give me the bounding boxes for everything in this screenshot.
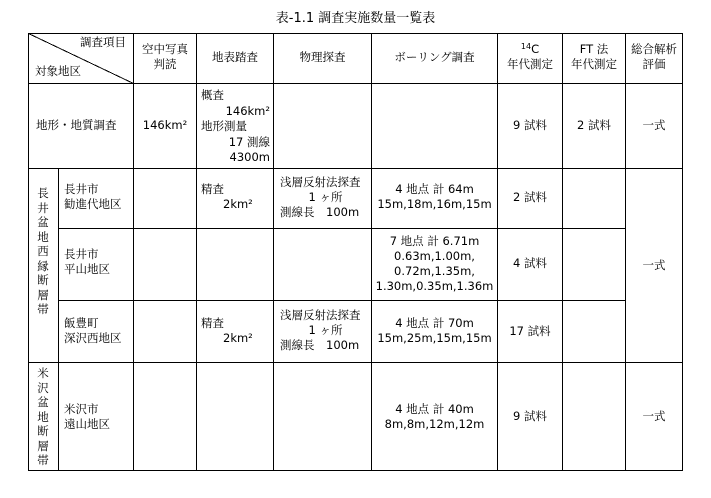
row1-surface: 概査 146km² 地形測量 17 測線 4300m xyxy=(201,88,270,164)
row2-c14: 2 試料 xyxy=(513,190,547,204)
row2-area: 長井市 勧進代地区 xyxy=(64,182,122,211)
row4-surface: 精査 2km² xyxy=(201,316,253,345)
header-ft-dating: FT 法 年代測定 xyxy=(571,42,617,71)
row1-area: 地形・地質調査 xyxy=(36,118,117,132)
row3-boring: 7 地点 計 6.71m 0.63m,1.00m, 0.72m,1.35m, 1.30m,0.35m,1.36m xyxy=(375,234,494,293)
row5-c14: 9 試料 xyxy=(513,409,547,423)
row1-ft: 2 試料 xyxy=(577,118,611,132)
row5-analysis: 一式 xyxy=(642,409,666,423)
row1-c14: 9 試料 xyxy=(513,118,547,132)
group-nagai-basin: 長井盆地西縁断層帯 xyxy=(37,186,49,316)
header-c14-dating: $^{14}$C 年代測定 xyxy=(507,42,553,71)
row5-boring: 4 地点 計 40m 8m,8m,12m,12m xyxy=(384,402,485,431)
row4-boring: 4 地点 計 70m 15m,25m,15m,15m xyxy=(377,316,492,345)
row3-area: 長井市 平山地区 xyxy=(64,247,110,276)
header-physical-survey: 物理探査 xyxy=(299,50,346,64)
header-boring-survey: ボーリング調査 xyxy=(394,50,475,64)
row3-c14: 4 試料 xyxy=(513,256,547,270)
row1-analysis: 一式 xyxy=(642,118,666,132)
row2-boring: 4 地点 計 64m 15m,18m,16m,15m xyxy=(377,182,492,211)
row5-area: 米沢市 遠山地区 xyxy=(64,402,110,431)
header-aerial-photo: 空中写真 判読 xyxy=(142,42,188,71)
row4-physical: 浅層反射法探査 1 ヶ所 測線長 100m xyxy=(280,308,361,352)
nagai-analysis: 一式 xyxy=(642,258,666,272)
row1-aerial: 146km² xyxy=(142,118,188,132)
row2-surface: 精査 2km² xyxy=(201,182,253,211)
table-title: 表-1.1 調査実施数量一覧表 xyxy=(275,11,436,26)
header-survey-items: 調査項目 xyxy=(80,35,126,49)
header-analysis: 総合解析 評価 xyxy=(631,42,677,71)
row2-physical: 浅層反射法探査 1 ヶ所 測線長 100m xyxy=(280,175,361,219)
row4-c14: 17 試料 xyxy=(509,324,551,338)
group-yonezawa-basin: 米沢盆地断層帯 xyxy=(37,366,49,467)
row4-area: 飯豊町 深沢西地区 xyxy=(64,316,122,345)
header-target-area: 対象地区 xyxy=(35,64,81,78)
header-surface-survey: 地表踏査 xyxy=(212,50,258,64)
